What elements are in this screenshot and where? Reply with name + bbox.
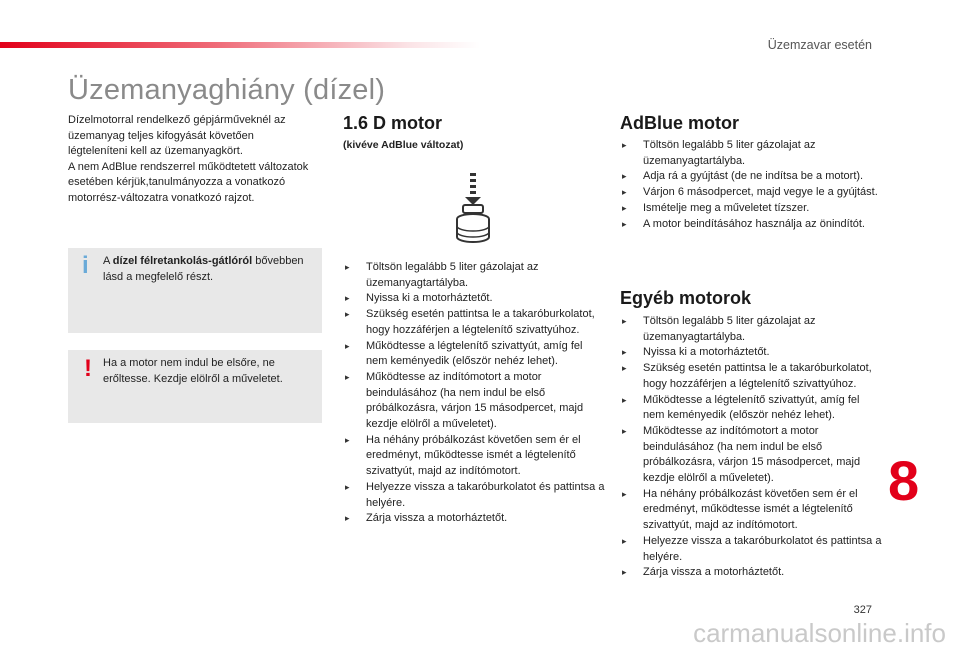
list-item: ▸ Helyezze vissza a takaróburkolatot és pattintsa a helyére.: [343, 480, 605, 511]
info-box-text: [103, 254, 313, 285]
intro-paragraph: Dízelmotorral rendelkező gépjárműveknél az üzemanyag teljes kifogyását követően légteleníteni kell az üzemanyagkört. A nem AdBlue rendszerrel működtetett változatok esetében kérjük,tanulmányozza a vonatkozó motorrész-változatra vonatkozó rajzot.: [68, 114, 309, 204]
steps-egyeb: [620, 314, 882, 581]
list-item: ▸ Működtesse az indítómotort a motor beindulásához (ha nem indul be első próbálkozásra, várjon 15 másodpercet, majd kezdje elölről a műveletet).: [620, 424, 882, 487]
warning-icon: !: [84, 355, 92, 382]
watermark: carmanualsonline.info: [693, 618, 946, 648]
steps-16d: [343, 260, 605, 527]
chapter-number: 8: [888, 449, 920, 512]
warning-box-text: Ha a motor nem indul be elsőre, ne erőltesse. Kezdje elölről a műveletet.: [103, 357, 283, 385]
info-suffix: bővebben lásd a megfelelő részt.: [103, 255, 304, 283]
list-item: ▸ Várjon 6 másodpercet, majd vegye le a gyújtást.: [620, 185, 882, 201]
info-prefix: A: [103, 255, 113, 267]
list-item: ▸ Szükség esetén pattintsa le a takaróburkolatot, hogy hozzáférjen a légtelenítő szivattyúhoz.: [343, 307, 605, 338]
list-item: ▸ Zárja vissza a motorháztetőt.: [620, 565, 882, 581]
list-item: ▸ Zárja vissza a motorháztetőt.: [343, 511, 605, 527]
info-icon: i: [82, 252, 89, 279]
list-item: ▸ A motor beindításához használja az önindítót.: [620, 217, 882, 233]
list-item: ▸ Nyissa ki a motorháztetőt.: [343, 291, 605, 307]
heading-adblue-motor: AdBlue motor: [620, 113, 739, 133]
header-accent-bar: [0, 42, 480, 48]
warning-box: [68, 350, 322, 423]
priming-pump-icon: [449, 173, 497, 247]
heading-egyeb-motorok: Egyéb motorok: [620, 288, 752, 308]
list-item: ▸ Ismételje meg a műveletet tízszer.: [620, 201, 882, 217]
page-title: Üzemanyaghiány (dízel): [68, 74, 386, 106]
info-box: [68, 248, 322, 333]
intro-text: [68, 113, 313, 207]
subheading-16d: (kivéve AdBlue változat): [343, 139, 464, 151]
list-item: ▸ Adja rá a gyújtást (de ne indítsa be a motort).: [620, 169, 882, 185]
heading-16d-motor: 1.6 D motor: [343, 113, 443, 133]
list-item: ▸ Nyissa ki a motorháztetőt.: [620, 345, 882, 361]
list-item: ▸ Töltsön legalább 5 liter gázolajat az üzemanyagtartályba.: [620, 314, 882, 345]
list-item: ▸ Töltsön legalább 5 liter gázolajat az üzemanyagtartályba.: [343, 260, 605, 291]
info-bold: dízel félretankolás-gátlóról: [112, 255, 253, 267]
list-item: ▸ Ha néhány próbálkozást követően sem ér el eredményt, működtesse ismét a légtelenítő szivattyút, majd az indítómotort.: [343, 433, 605, 480]
list-item: ▸ Működtesse az indítómotort a motor beindulásához (ha nem indul be első próbálkozásra, várjon 15 másodpercet, majd kezdje elölről a műveletet).: [343, 370, 605, 433]
list-item: ▸ Helyezze vissza a takaróburkolatot és pattintsa a helyére.: [620, 534, 882, 565]
steps-adblue: [620, 138, 882, 232]
list-item: ▸ Ha néhány próbálkozást követően sem ér el eredményt, működtesse ismét a légtelenítő szivattyút, majd az indítómotort.: [620, 487, 882, 534]
list-item: ▸ Működtesse a légtelenítő szivattyút, amíg fel nem keményedik (először nehéz lehet).: [343, 339, 605, 370]
section-header: Üzemzavar esetén: [767, 38, 872, 52]
list-item: ▸ Töltsön legalább 5 liter gázolajat az üzemanyagtartályba.: [620, 138, 882, 169]
page-number: 327: [853, 604, 872, 616]
list-item: ▸ Működtesse a légtelenítő szivattyút, amíg fel nem keményedik (először nehéz lehet).: [620, 393, 882, 424]
list-item: ▸ Szükség esetén pattintsa le a takaróburkolatot, hogy hozzáférjen a légtelenítő szivattyúhoz.: [620, 361, 882, 392]
